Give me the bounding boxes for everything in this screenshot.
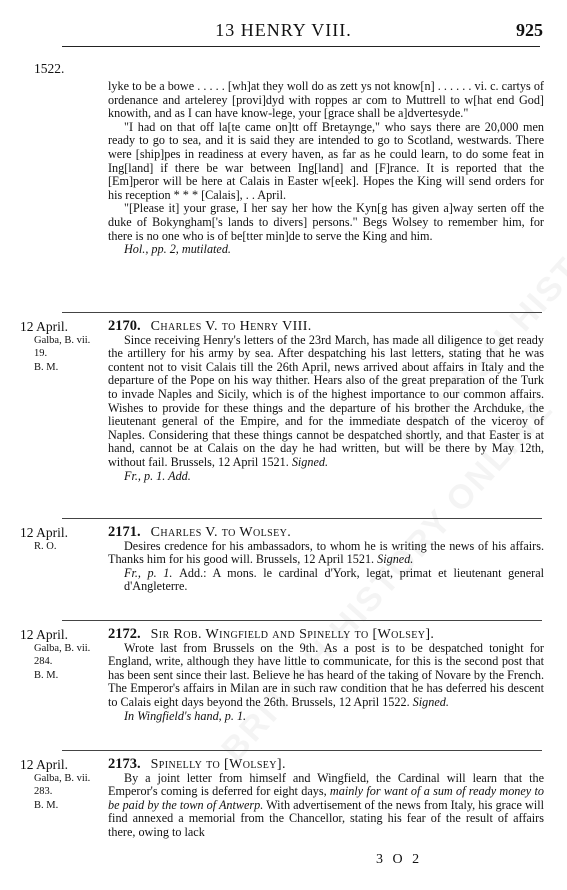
section-divider (62, 750, 542, 751)
entry-2170-margin (20, 320, 106, 374)
entry-ref: 19. (34, 348, 48, 359)
entry-body (108, 642, 544, 710)
entry-body-text: By a joint letter from himself and Wingfield, the Cardinal will learn that the Emperor's coming is deferred for eight days, (108, 770, 544, 799)
entry-date: 12 April. (20, 319, 69, 334)
section-divider (62, 518, 542, 519)
entry-note (108, 470, 544, 484)
entry-ref: B. M. (34, 669, 59, 681)
entry-2173 (108, 758, 544, 840)
entry-ref: 283. (34, 786, 53, 797)
entry-heading (108, 320, 544, 334)
entry-ref: Galba, B. vii. (34, 334, 91, 346)
entry-body-text: Desires credence for his ambassadors, to whom he is writing the news of his affairs. Thanks him for his good will. Brussels, 12 April 1521. (108, 538, 544, 567)
entry-number: 2173. (108, 756, 141, 772)
note-rest: Add. (168, 468, 191, 483)
entry-ref: Galba, B. vii. (34, 772, 91, 784)
section-divider (62, 620, 542, 621)
entry-date: 12 April. (20, 627, 69, 642)
entry-date: 12 April. (20, 525, 69, 540)
signed-mark: Signed. (291, 454, 329, 469)
intro-paragraph: lyke to be a bowe . . . . . [wh]at they woll do as zett ys not know[n] . . . . . . vi. c. cartys of ordenance and artelerey [provi]dyd with roppes ar com to Muttrell to w[hat end God] knowith, and as I can have know-lege, your [grace shall be a]dvertesyde." (108, 79, 544, 121)
entry-heading (108, 526, 544, 540)
entry-body-text: Since receiving Henry's letters of the 23rd March, has made all diligence to get ready the artillery for his army by sea. After despatching his last letters, stating that he was content not to visit Calais till the 26th April, news arrived about affairs in Italy and the departure of the Pope on his way thither. Hears also of the great preparation of the Turk to invade Naples and Sicily, which is of the highest importance to our common affairs. Wishes to provide for these things and the departure of his brother the Archduke, the lieutenant general of the Empire, and for the immediate despatch of the viceroy of Naples. Considering that these things cannot be despatched shortly, and that Easter is at hand, cannot be at Calais on the day he had written, but will be there by May 12th, without fail. Brussels, 12 April 1521. (108, 332, 544, 469)
entry-title: Charles V. to Wolsey. (150, 525, 292, 540)
entry-title: Sir Rob. Wingfield and Spinelly to [Wolsey]. (150, 627, 435, 642)
page-number: 925 (516, 20, 543, 40)
entry-2172 (108, 628, 544, 723)
intro-margin (20, 62, 106, 76)
entry-body-text: With advertisement of the news from Italy, his grace will find annexed a memorial from the Chancellor, stating his fear of the result of affairs there, owing to lack (108, 797, 544, 839)
entry-title: Charles V. to Henry VIII. (150, 319, 312, 334)
entry-2172-margin (20, 628, 106, 682)
note-label: Fr., p. 1. (124, 468, 166, 483)
entry-body (108, 772, 544, 840)
entry-body-text: Wrote last from Brussels on the 9th. As a post is to be despatched tonight for England, write, although they have little to communicate, for this is the second post that has been sent since their last. Believe he has heard of the taking of Novare by the French. The Emperor's affairs in Milan are in such raw condition that he has deferred his descent to Calais eight days beyond the 26th. Brussels, 12 April 1522. (108, 640, 544, 709)
entry-note: In Wingfield's hand, p. 1. (124, 708, 247, 723)
entry-number: 2172. (108, 626, 141, 642)
note-rest: Add.: A mons. le cardinal d'York, legat, primat et lieutenant general d'Angleterre. (124, 565, 545, 594)
entry-2171-margin (20, 526, 106, 553)
intro-text (108, 80, 544, 257)
entry-2173-margin (20, 758, 106, 812)
entry-number: 2171. (108, 524, 141, 540)
entry-ref: 284. (34, 656, 53, 667)
entry-date: 12 April. (20, 757, 69, 772)
entry-heading (108, 628, 544, 642)
entry-heading (108, 758, 544, 772)
section-divider (62, 312, 542, 313)
printer-signature: 3 O 2 (376, 852, 423, 867)
intro-paragraph: "[Please it] your grase, I her say her how the Kyn[g has given a]way serten off the duke of Bokyngham['s lands to divers] persons." Begs Wolsey to remember him, for there is no one who is of be[tter min]de to serve the King and him. (108, 201, 544, 243)
entry-title: Spinelly to [Wolsey]. (150, 757, 286, 772)
entry-2171 (108, 526, 544, 594)
year-label: 1522. (34, 61, 65, 76)
entry-body-italic: mainly for want of a sum of ready money to be paid by the town of Antwerp. (108, 784, 544, 812)
header-rule (62, 46, 540, 47)
entry-2170 (108, 320, 544, 483)
signed-mark: Signed. (412, 694, 449, 709)
entry-ref: R. O. (34, 540, 57, 552)
entry-ref: B. M. (34, 361, 59, 373)
entry-ref: B. M. (34, 799, 59, 811)
entry-body (108, 334, 544, 470)
entry-body (108, 540, 544, 567)
note-label: Fr., p. 1. (124, 565, 173, 580)
signed-mark: Signed. (377, 552, 414, 567)
entry-note (108, 567, 544, 594)
entry-ref: Galba, B. vii. (34, 642, 91, 654)
intro-note: Hol., pp. 2, mutilated. (124, 242, 231, 257)
running-header-title: 13 HENRY VIII. (215, 20, 352, 40)
intro-paragraph: "I had on that off la[te came on]tt off Bretayngе," who says there are 20,000 men ready to go to sea, and it is said they are intended to go to Scotland, westwards. There were [ship]pes in readiness at every haven, as far as he could learn, to do some feat in Ing[land] if there be war between Ing[land] and [F]rance. It is reported that the [Em]peror will be here at Calais in Easter w[eek]. Hopes the King will send orders for his reception * * * [Calais], . . April. (108, 119, 544, 202)
entry-number: 2170. (108, 318, 141, 334)
